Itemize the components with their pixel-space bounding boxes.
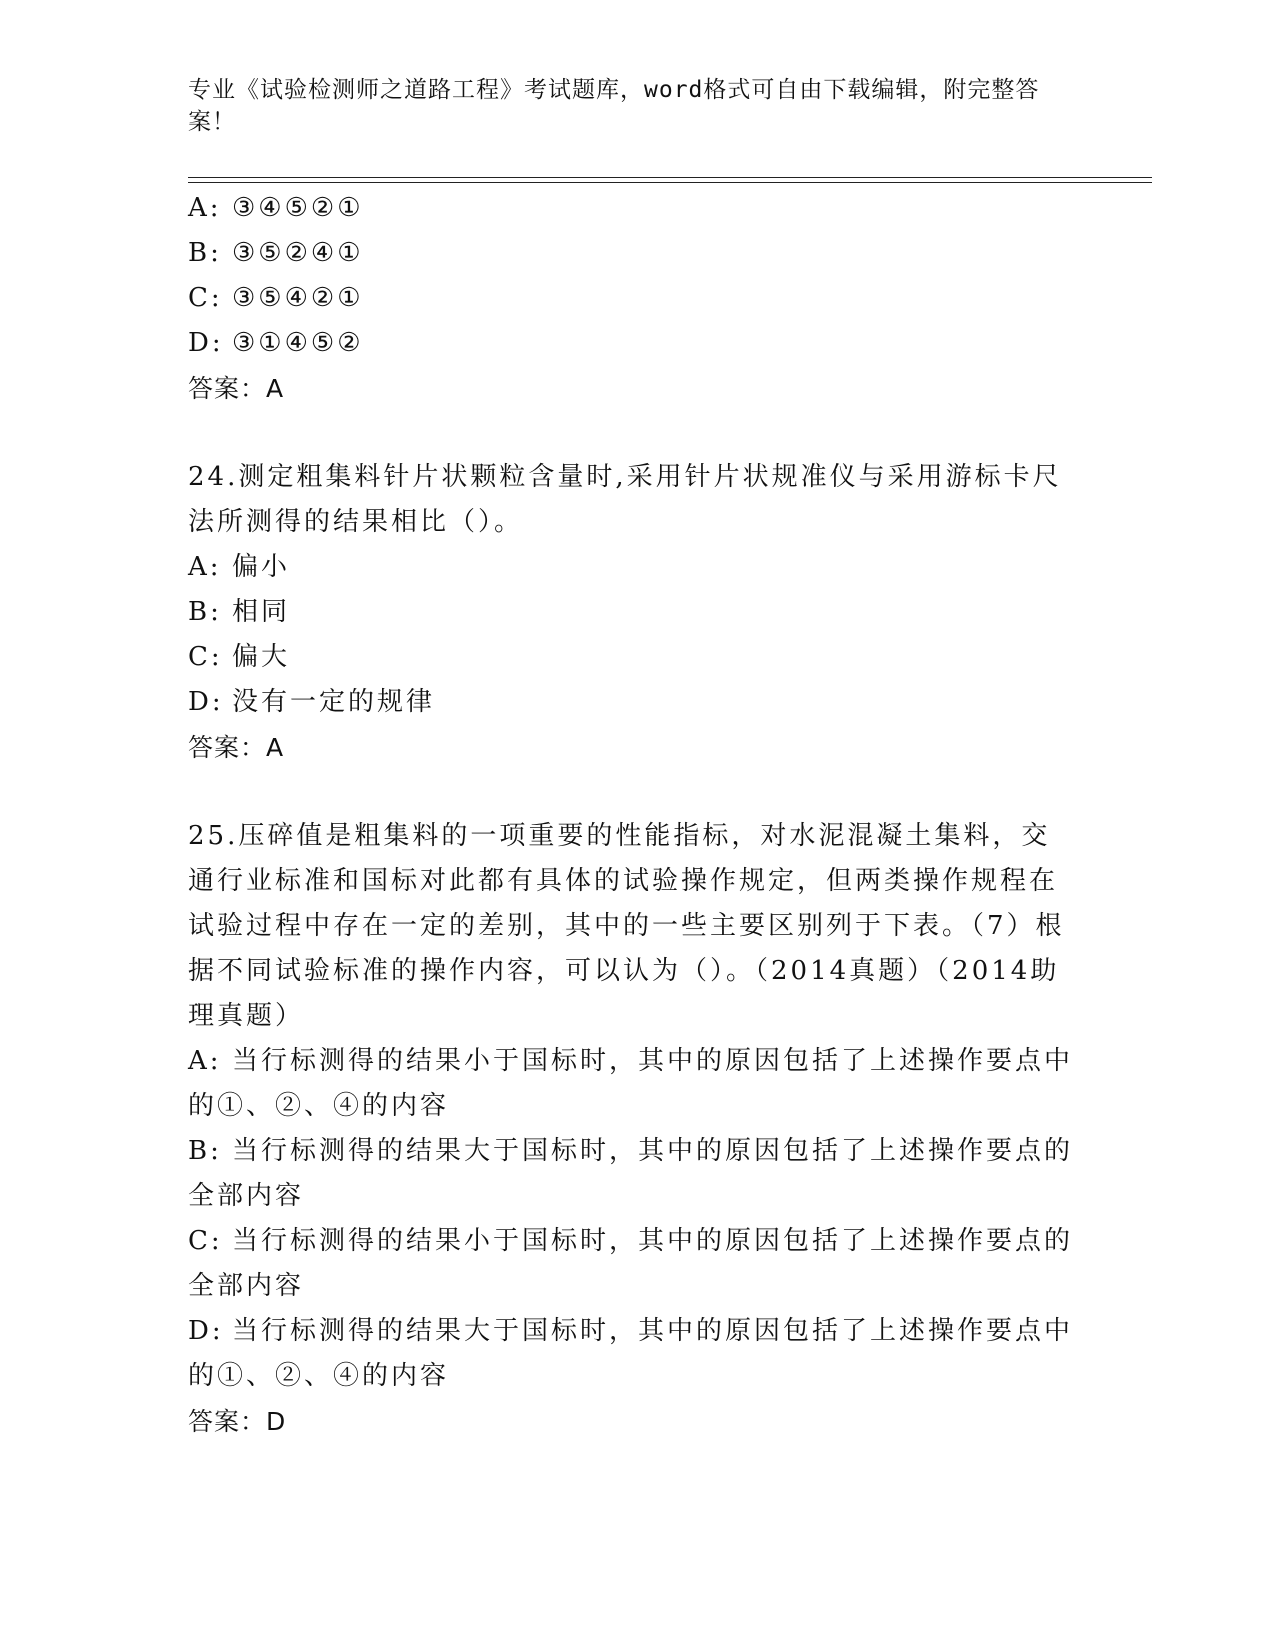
option-label: D: [188, 328, 224, 358]
option-a [188, 186, 1088, 231]
question-24 [188, 455, 1088, 770]
option-text: ③①④⑤② [232, 328, 364, 358]
option-text: 偏大 [232, 642, 291, 672]
option-label: C: [188, 283, 223, 313]
question-25 [188, 814, 1088, 1444]
option-text: ③⑤②④① [232, 238, 364, 268]
option-text: ③⑤④②① [232, 283, 364, 313]
answer: 答案：D [188, 1407, 287, 1436]
option-b [188, 590, 1088, 635]
option-label: A: [188, 193, 222, 223]
option-text: 当行标测得的结果大于国标时，其中的原因包括了上述操作要点中的①、②、④的内容 [188, 1316, 1074, 1391]
option-a [188, 1039, 1078, 1129]
header-rule-top [188, 177, 1152, 178]
option-text: 偏小 [232, 552, 291, 582]
option-label: C: [188, 1226, 223, 1256]
document-body [188, 186, 1088, 1444]
option-label: C: [188, 642, 223, 672]
option-d [188, 1309, 1078, 1399]
option-b [188, 231, 1088, 276]
option-label: B: [188, 1136, 222, 1166]
option-text: ③④⑤②① [232, 193, 364, 223]
option-label: A: [188, 552, 222, 582]
document-header: 专业《试验检测师之道路工程》考试题库，word格式可自由下载编辑，附完整答案！ [188, 77, 1040, 135]
option-text: 没有一定的规律 [232, 687, 436, 717]
option-text: 当行标测得的结果小于国标时，其中的原因包括了上述操作要点的全部内容 [188, 1226, 1074, 1301]
option-d [188, 321, 1088, 366]
spacer [188, 411, 1088, 455]
option-label: A: [188, 1046, 222, 1076]
option-c [188, 276, 1088, 321]
answer: 答案：A [188, 374, 285, 403]
question-text: 24.测定粗集料针片状颗粒含量时,采用针片状规准仪与采用游标卡尺法所测得的结果相比（）。 [188, 462, 1062, 537]
option-label: B: [188, 238, 222, 268]
answer: 答案：A [188, 733, 285, 762]
option-c [188, 635, 1088, 680]
header-rule-bottom [188, 182, 1152, 183]
question-text: 25.压碎值是粗集料的一项重要的性能指标，对水泥混凝土集料，交通行业标准和国标对此都有具体的试验操作规定，但两类操作规程在试验过程中存在一定的差别，其中的一些主要区别列于下表。（7）根据不同试验标准的操作内容，可以认为（）。（2014真题）（2014助理真题） [188, 821, 1065, 1031]
option-a [188, 545, 1088, 590]
option-label: D: [188, 1316, 224, 1346]
option-label: D: [188, 687, 224, 717]
spacer [188, 770, 1088, 814]
option-text: 当行标测得的结果大于国标时，其中的原因包括了上述操作要点的全部内容 [188, 1136, 1074, 1211]
option-b [188, 1129, 1078, 1219]
option-c [188, 1219, 1078, 1309]
prev-question [188, 186, 1088, 411]
option-d [188, 680, 1088, 725]
option-text: 相同 [232, 597, 291, 627]
option-label: B: [188, 597, 222, 627]
option-text: 当行标测得的结果小于国标时，其中的原因包括了上述操作要点中的①、②、④的内容 [188, 1046, 1074, 1121]
